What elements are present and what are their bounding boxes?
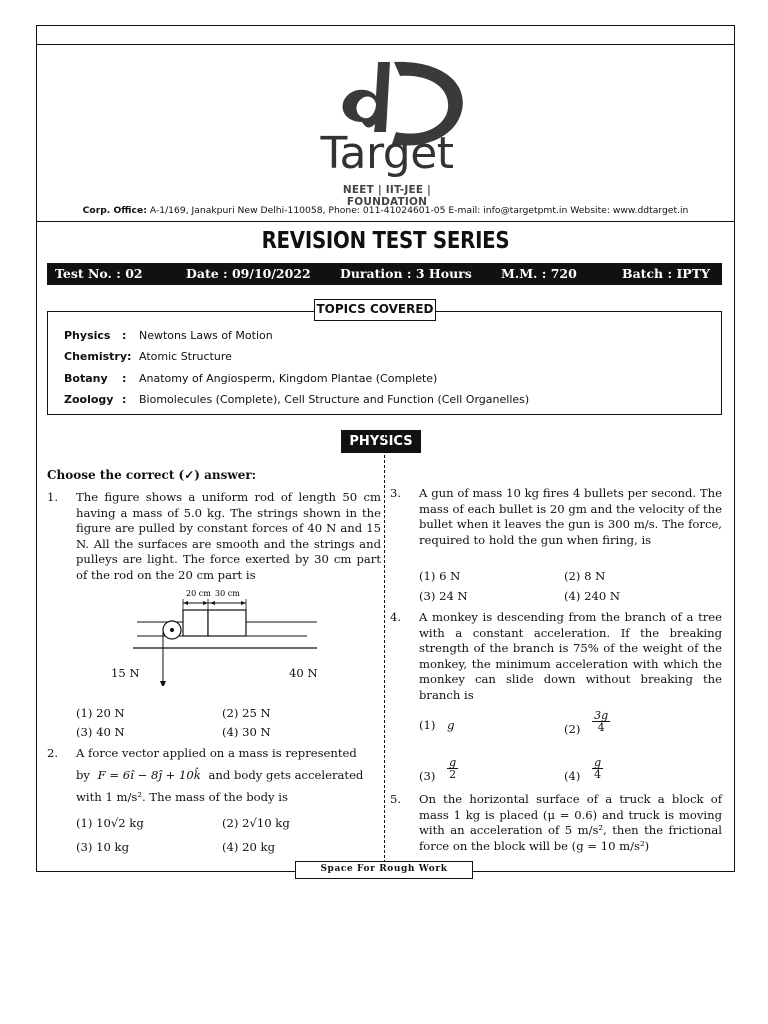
option-label: (4) [564,768,581,783]
label-20cm: 20 cm [186,589,211,598]
question-number: 2. [47,746,59,760]
q2-option-1[interactable]: (1) 10√2 kg [76,816,144,830]
test-number: Test No. : 02 [55,266,143,281]
topic-colon: : [122,393,127,406]
topic-text: Anatomy of Angiosperm, Kingdom Plantae (Complete) [139,372,438,385]
topic-subject: Physics [64,329,111,342]
topic-colon: : [122,329,127,342]
topic-subject: Zoology [64,393,114,406]
q2-option-4[interactable]: (4) 20 kg [222,840,275,854]
q3-option-1[interactable]: (1) 6 N [419,569,461,583]
option-label: (3) [419,768,436,783]
fraction-3g-4: $\frac{3g}{4}$ [594,709,609,734]
q4-option-1[interactable] [419,718,455,732]
question-number: 5. [390,792,402,806]
q1-option-2[interactable]: (2) 25 N [222,706,271,720]
question-1 [47,490,381,580]
question-number: 4. [390,610,402,624]
q2-option-2[interactable]: (2) 2√10 kg [222,816,290,830]
q4-option-4[interactable] [564,756,603,783]
test-info-bar [47,263,722,285]
topics-covered-label: TOPICS COVERED [314,299,436,321]
section-label-physics: PHYSICS [341,430,421,453]
option-label: (1) [419,718,436,732]
instruction: Choose the correct (✓) answer: [47,468,257,482]
test-duration: Duration : 3 Hours [340,266,472,281]
q3-option-3[interactable]: (3) 24 N [419,589,468,603]
test-date: Date : 09/10/2022 [186,266,311,281]
q2-text-post: and body gets accelerated [208,768,364,782]
brand-name: Target [320,128,454,179]
q1-option-4[interactable]: (4) 30 N [222,725,271,739]
question-number: 3. [390,486,402,500]
q1-option-3[interactable]: (3) 40 N [76,725,125,739]
page-frame [36,25,735,872]
rod-pulley-figure [117,586,317,686]
batch: Batch : IPTY [622,266,710,281]
question-text-line2 [76,768,381,784]
question-text: The figure shows a uniform rod of length 50 cm having a mass of 5.0 kg. The strings shown in the figure are pulled by constant forces of 40 N and 15 N. All the surfaces are smooth and the strings and pulleys are light. The force exerted by 30 cm part of the rod on the 20 cm part is [76,490,381,582]
q2-option-3[interactable]: (3) 10 kg [76,840,129,854]
corp-office-line [37,205,734,216]
question-text: On the horizontal surface of a truck a block of mass 1 kg is placed (μ = 0.6) and truck is moving with an acceleration of 5 m/s², then the frictional force on the block will be (g = 10 m/s²) [419,792,722,853]
q1-option-1[interactable]: (1) 20 N [76,706,125,720]
q2-text-by: by [76,768,90,782]
question-3 [390,486,724,566]
question-text-line3: with 1 m/s². The mass of the body is [76,790,288,804]
topic-subject: Chemistry: [64,350,132,363]
topic-colon: : [122,372,127,385]
q3-option-4[interactable]: (4) 240 N [564,589,621,603]
topic-text: Atomic Structure [139,350,232,363]
max-marks: M.M. : 720 [501,266,577,281]
dd-logo-icon [300,52,470,202]
topic-text: Newtons Laws of Motion [139,329,273,342]
q3-option-2[interactable]: (2) 8 N [564,569,606,583]
topic-subject: Botany [64,372,108,385]
force-40N: 40 N [289,666,318,680]
corp-office-label: Corp. Office: [82,205,147,216]
column-divider [384,430,385,868]
fraction-g-4: $\frac{g}{4}$ [594,756,602,781]
force-15N: 15 N [111,666,140,680]
label-30cm: 30 cm [215,589,240,598]
q4-option-2[interactable] [564,709,610,736]
question-text: A gun of mass 10 kg fires 4 bullets per second. The mass of each bullet is 20 gm and the velocity of the bullet when it leaves the gun is 300 m/s. The force, required to hold the gun when firing, is [419,486,722,547]
question-text-line1: A force vector applied on a mass is represented [76,746,357,760]
topics-box [47,311,722,415]
question-5 [390,792,724,856]
corp-office-text: A-1/169, Janakpuri New Delhi-110058, Phone: 011-41024601-05 E-mail: info@targetpmt.in Website: www.ddtarget.in [149,205,689,216]
question-4 [390,610,724,706]
option-label: (2) [564,721,581,736]
option-value: g [447,718,455,732]
test-series-title: REVISION TEST SERIES [261,228,510,254]
brand-tagline: NEET | IIT-JEE | FOUNDATION [342,184,432,208]
force-vector-formula: F = 6î − 8ĵ + 10k̂ [97,768,201,782]
question-number: 1. [47,490,59,504]
question-text: A monkey is descending from the branch of a tree with a constant acceleration. If the breaking strength of the branch is 75% of the weight of the monkey, the minimum acceleration with which the monkey can slide down without breaking the branch is [419,610,722,702]
rough-work-label: Space For Rough Work [295,861,473,879]
question-2 [47,746,381,810]
header-rule [37,221,734,222]
top-strip [37,26,734,45]
topic-text: Biomolecules (Complete), Cell Structure and Function (Cell Organelles) [139,393,530,406]
q4-option-3[interactable] [419,756,458,783]
fraction-g-2: $\frac{g}{2}$ [449,756,457,781]
